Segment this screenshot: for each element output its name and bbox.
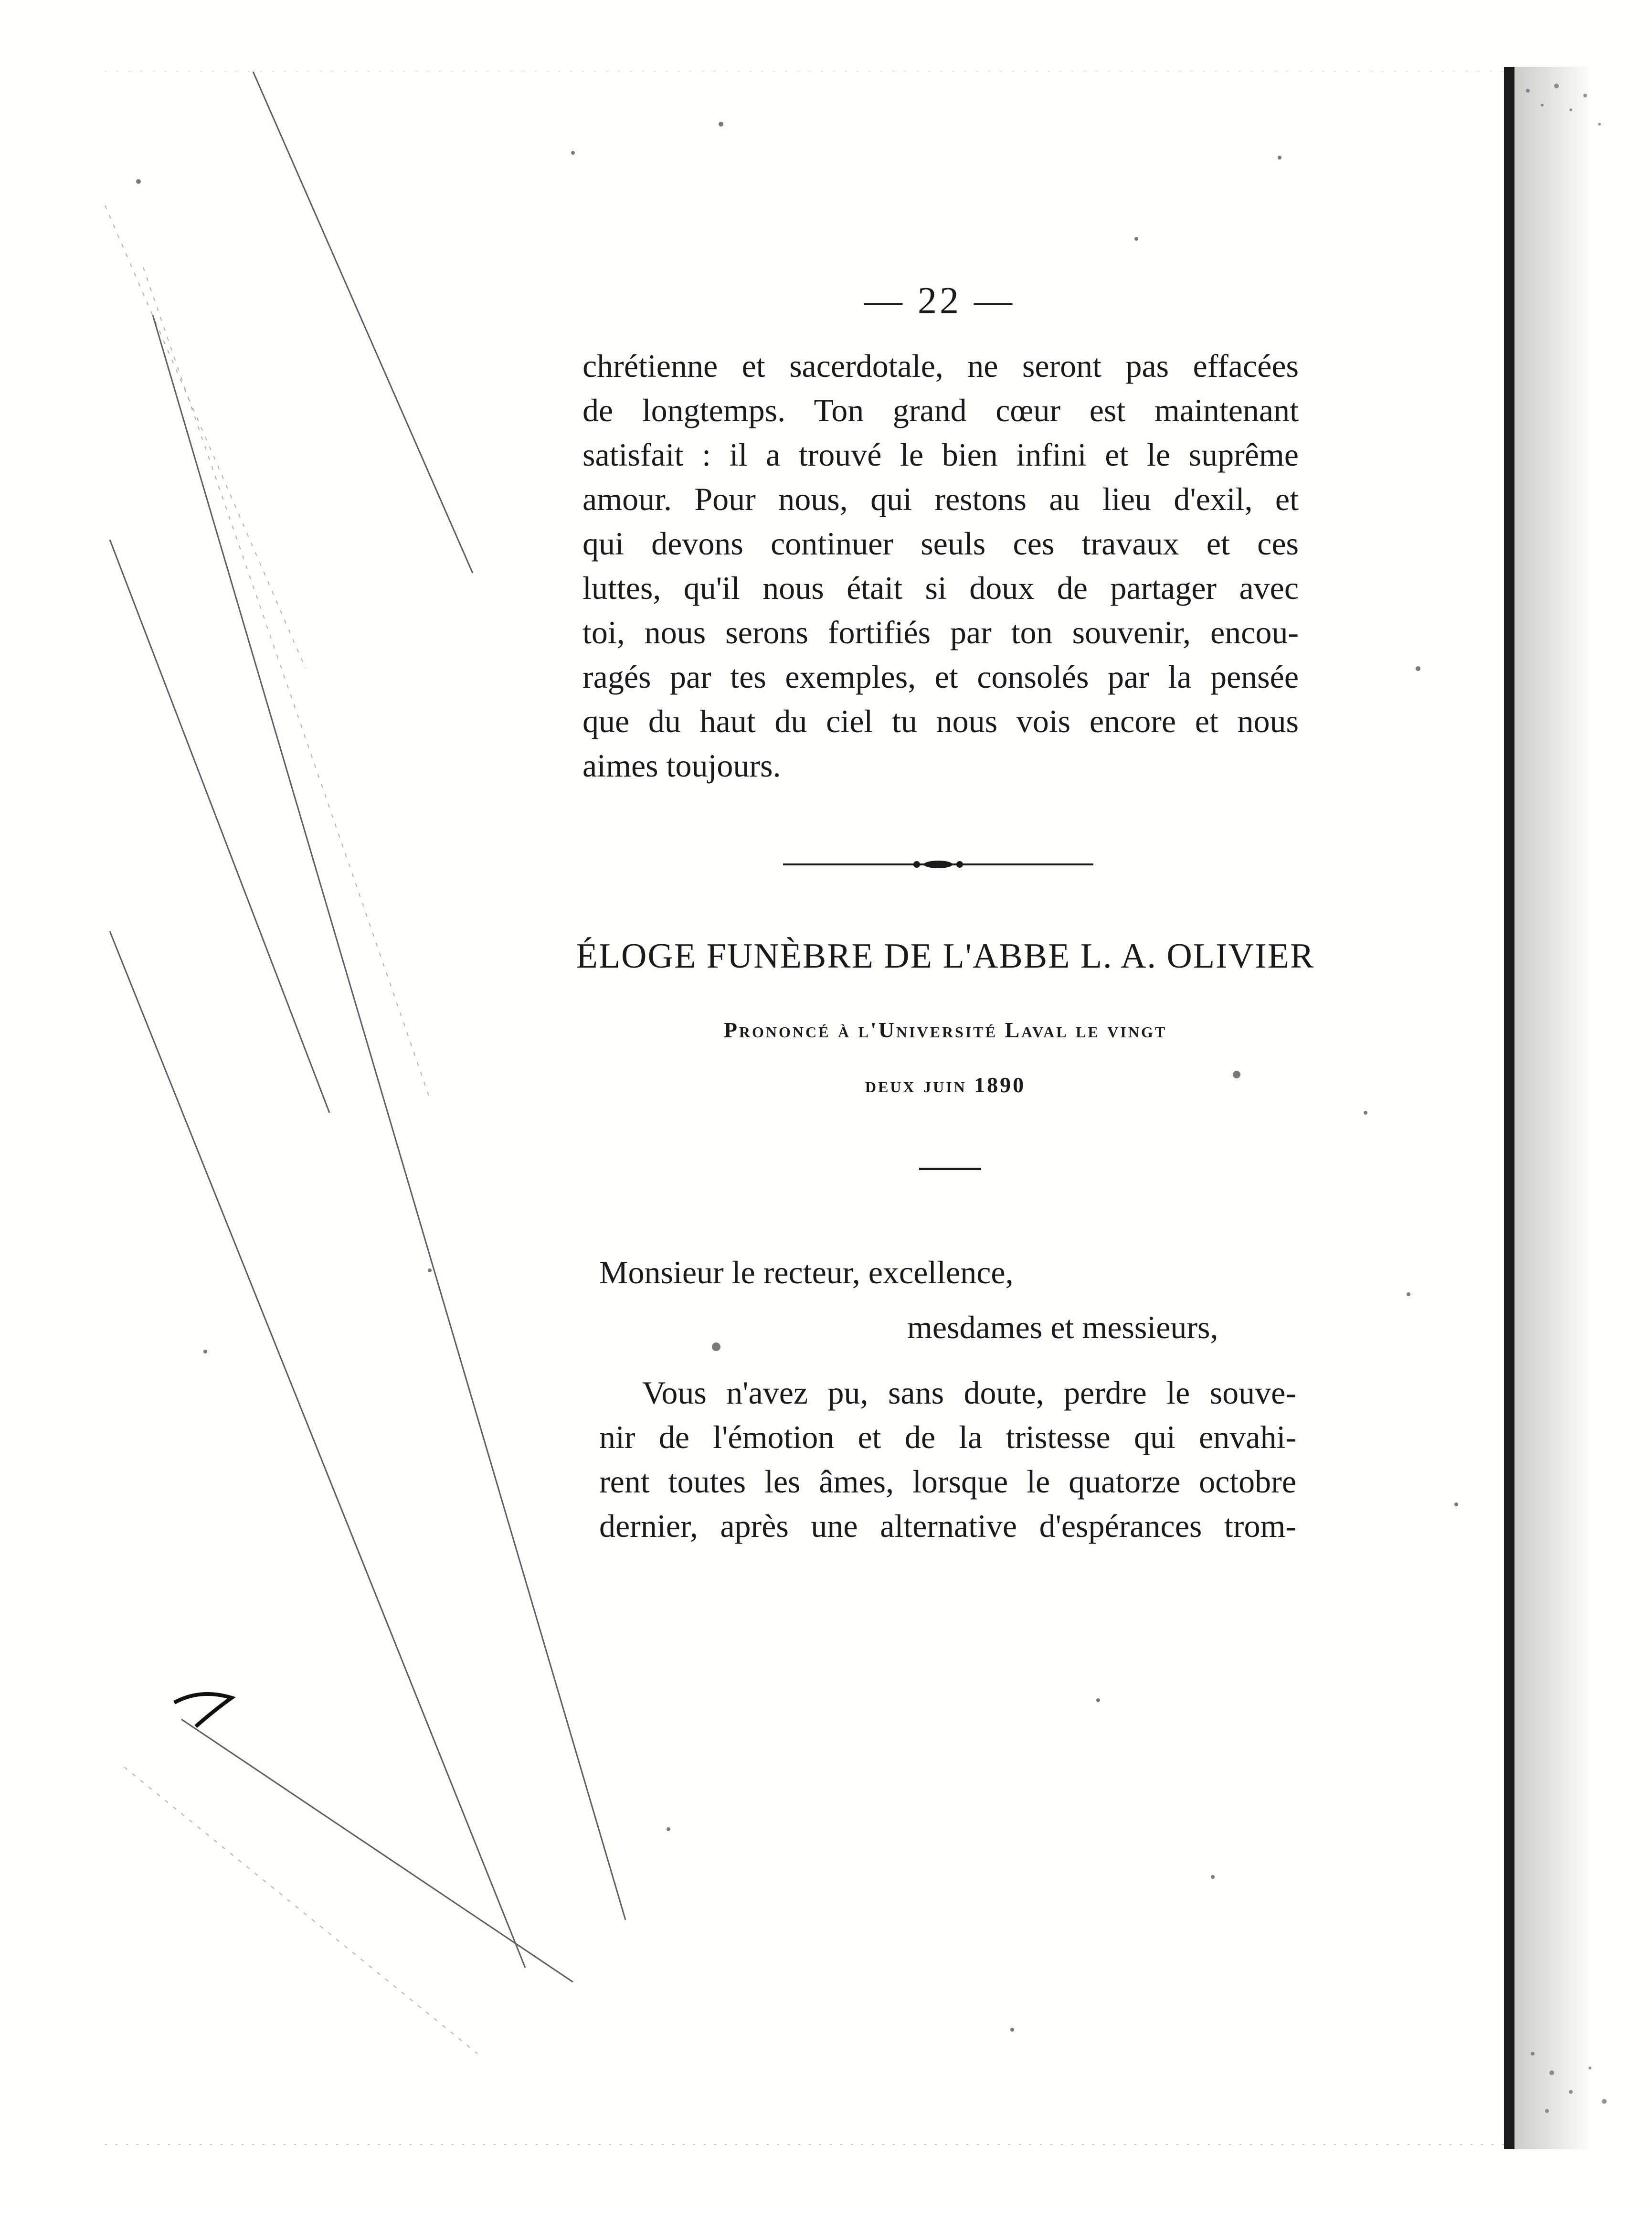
paragraph-line: ragés par tes exemples, et consolés par la pensée <box>582 659 1299 695</box>
margin-mark <box>174 1694 232 1726</box>
section-title: ÉLOGE FUNÈBRE DE L'ABBE L. A. OLIVIER <box>576 937 1315 976</box>
section-subtitle-date: deux juin 1890 <box>865 1073 1026 1097</box>
paragraph-line: qui devons continuer seuls ces travaux et ces <box>582 525 1299 562</box>
page-number: — 22 — <box>864 280 1015 322</box>
paragraph-line: satisfait : il a trouvé le bien infini et le suprême <box>582 437 1299 473</box>
paragraph-line: toi, nous serons fortifiés par ton souvenir, encou- <box>582 614 1299 650</box>
salutation-line: mesdames et messieurs, <box>907 1309 1218 1345</box>
scan-line <box>253 72 473 573</box>
speech-line: nir de l'émotion et de la tristesse qui envahi- <box>599 1419 1296 1455</box>
ornamental-divider <box>783 857 1093 872</box>
paragraph-line: chrétienne et sacerdotale, ne seront pas effacées <box>582 348 1299 384</box>
binding-shadow <box>1514 67 1591 2149</box>
paragraph-line: de longtemps. Ton grand cœur est maintenant <box>582 392 1299 428</box>
binding-edge <box>1504 67 1514 2149</box>
paragraph-line: que du haut du ciel tu nous vois encore et nous <box>582 703 1299 739</box>
speech-line: dernier, après une alternative d'espérances trom- <box>599 1508 1296 1544</box>
speech-line: Vous n'avez pu, sans doute, perdre le souve- <box>642 1374 1296 1411</box>
section-subtitle: Prononcé à l'Université Laval le vingt <box>723 1018 1167 1042</box>
short-divider <box>919 1168 981 1170</box>
paragraph-line: luttes, qu'il nous était si doux de partager avec <box>582 570 1299 606</box>
paragraph-line: aimes toujours. <box>582 747 781 784</box>
paragraph-line: amour. Pour nous, qui restons au lieu d'exil, et <box>582 481 1299 517</box>
speech-paragraph <box>599 1371 1296 1548</box>
salutation-line: Monsieur le recteur, excellence, <box>599 1254 1014 1290</box>
body-paragraph <box>582 344 1299 788</box>
speech-line: rent toutes les âmes, lorsque le quatorze octobre <box>599 1463 1296 1500</box>
